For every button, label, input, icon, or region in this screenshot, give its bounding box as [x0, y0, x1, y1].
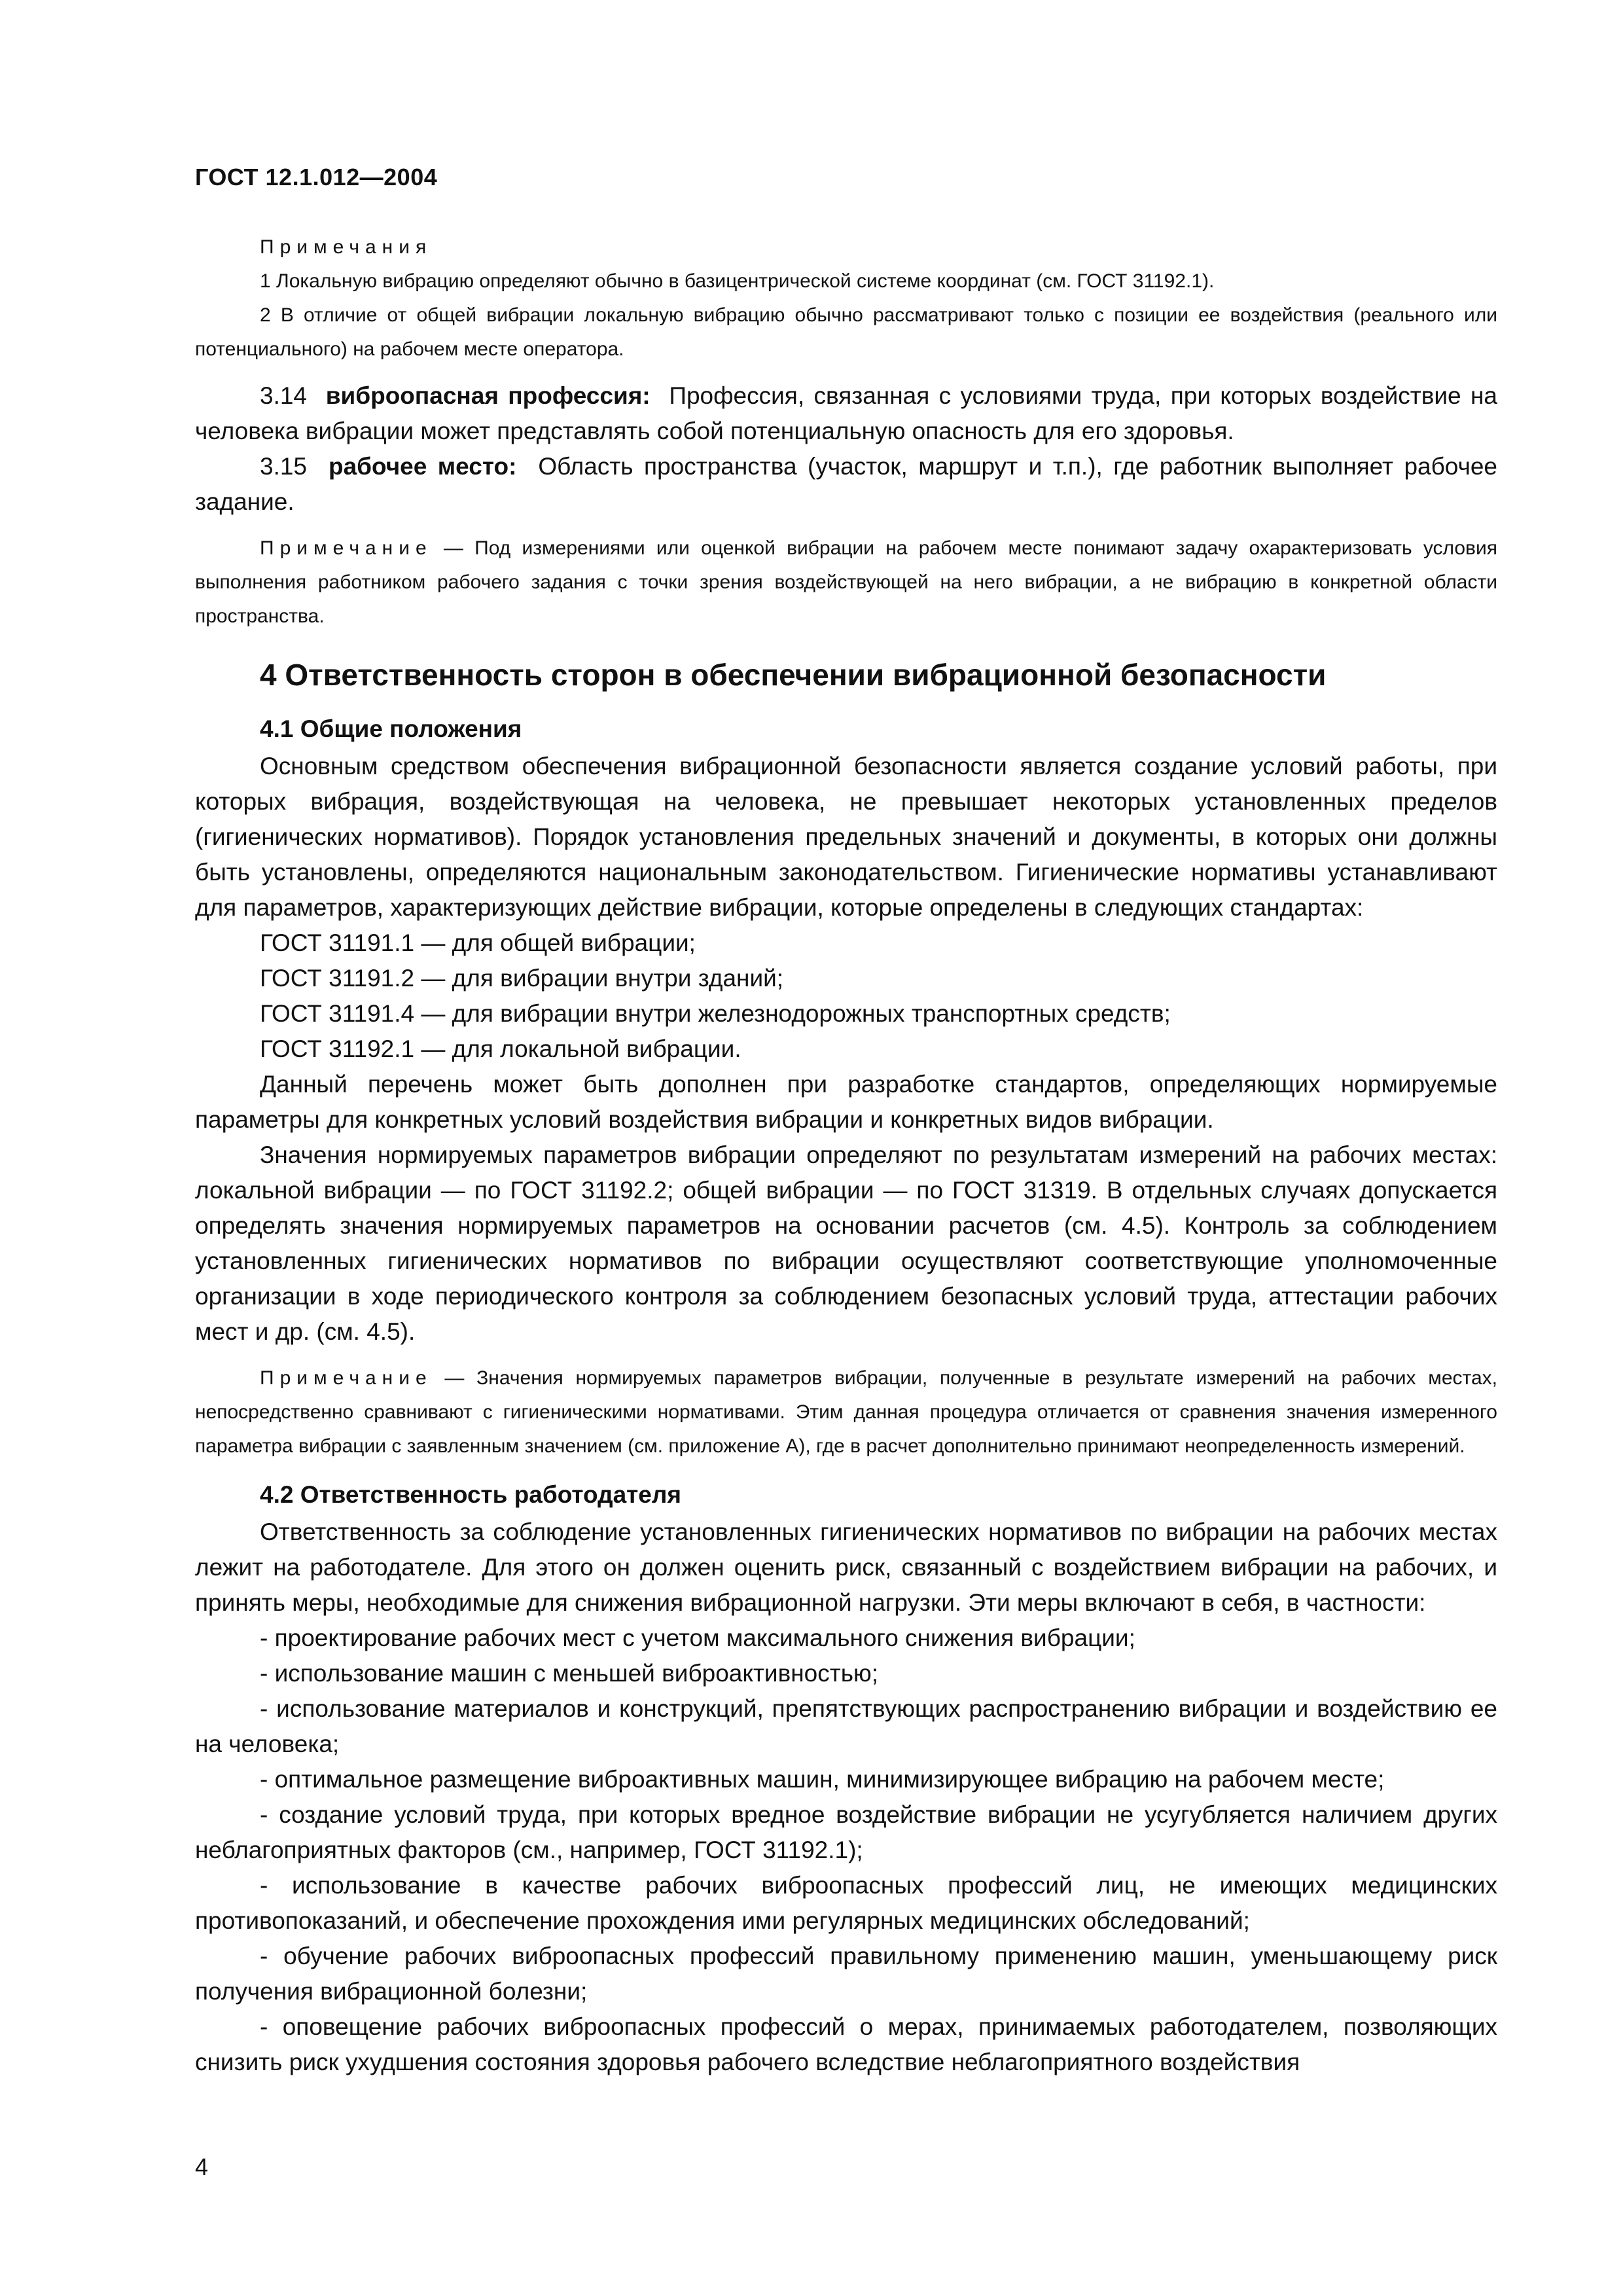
note-item: 2 В отличие от общей вибрации локальную вибрацию обычно рассматривают только с позиции ее воздействия (реального или потенциального) на рабочем месте оператора. — [195, 304, 1497, 360]
notes-title: Примечания — [260, 236, 433, 258]
definition-text: Профессия, связанная с условиями труда, при которых воздействие на человека вибрации может представлять собой потенциальную опасность для его здоровья. — [195, 382, 1497, 444]
definition-text: Область пространства (участок, маршрут и т.п.), где работник выполняет рабочее задание. — [195, 453, 1498, 515]
standard-item: ГОСТ 31191.2 — для вибрации внутри зданий; — [260, 965, 784, 992]
paragraph: Ответственность за соблюдение установленных гигиенических нормативов по вибрации на рабочих местах лежит на работодателе. Для этого он должен оценить риск, связанный с воздействием вибрации на рабочих, и принять меры, необходимые для снижения вибрационной нагрузки. Эти меры включают в себя, в частности: — [195, 1518, 1497, 1616]
page-number: 4 — [195, 2153, 209, 2180]
definition-number: 3.15 — [260, 453, 308, 480]
definition-term: рабочее место: — [328, 453, 517, 480]
definition-3-14 — [195, 378, 1497, 449]
section-4-title: 4 Ответственность сторон в обеспечении вибрационной безопасности — [260, 658, 1327, 692]
paragraph: Значения нормируемых параметров вибрации определяют по результатам измерений на рабочих местах: локальной вибрации — по ГОСТ 31192.2; общей вибрации — по ГОСТ 31319. В отдельных случаях допускается определять значения нормируемых параметров на основании расчетов (см. 4.5). Контроль за соблюдением установленных гигиенических нормативов по вибрации осуществляют соответствующие уполномоченные организации в ходе периодического контроля за соблюдением безопасных условий труда, аттестации рабочих мест и др. (см. 4.5). — [195, 1141, 1497, 1345]
document-code-header: ГОСТ 12.1.012—2004 — [195, 164, 438, 190]
measure-item: - использование в качестве рабочих виброопасных профессий лиц, не имеющих медицинских противопоказаний, и обеспечение прохождения ими регулярных медицинских обследований; — [195, 1872, 1497, 1934]
note-text: — Значения нормируемых параметров вибрации, полученные в результате измерений на рабочих местах, непосредственно сравнивают с гигиеническими нормативами. Этим данная процедура отличается от сравнения значения измеренного параметра вибрации с заявленным значением (см. приложение А), где в расчет дополнительно принимают неопределенность измерений. — [195, 1367, 1497, 1457]
page-content — [195, 230, 1497, 2080]
measure-item: - использование машин с меньшей виброактивностью; — [260, 1660, 879, 1687]
measure-item: - проектирование рабочих мест с учетом максимального снижения вибрации; — [260, 1624, 1135, 1651]
measure-item: - обучение рабочих виброопасных профессий правильному применению машин, уменьшающему риск получения вибрационной болезни; — [195, 1943, 1497, 2005]
standard-item: ГОСТ 31191.4 — для вибрации внутри железнодорожных транспортных средств; — [260, 1000, 1171, 1027]
note-lead: Примечание — [260, 537, 433, 559]
measure-item: - использование материалов и конструкций, препятствующих распространению вибрации и воздействию ее на человека; — [195, 1695, 1497, 1757]
subsection-4-1-title: 4.1 Общие положения — [260, 715, 522, 742]
measure-item: - оповещение рабочих виброопасных профессий о мерах, принимаемых работодателем, позволяющих снизить риск ухудшения состояния здоровья рабочего вследствие неблагоприятного воздействия — [195, 2013, 1497, 2075]
measure-item: - оптимальное размещение виброактивных машин, минимизирующее вибрацию на рабочем месте; — [260, 1766, 1385, 1793]
standard-item: ГОСТ 31191.1 — для общей вибрации; — [260, 929, 696, 956]
definition-3-15 — [195, 449, 1497, 520]
paragraph: Основным средством обеспечения вибрационной безопасности является создание условий работы, при которых вибрация, воздействующая на человека, не превышает некоторых установленных пределов (гигиенических нормативов). Порядок установления предельных значений и документы, в которых они должны быть установлены, определяются национальным законодательством. Гигиенические нормативы устанавливают для параметров, характеризующих действие вибрации, которые определены в следующих стандартах: — [195, 753, 1497, 921]
definition-term: виброопасная профессия: — [325, 382, 651, 409]
note-lead: Примечание — [260, 1367, 433, 1389]
measure-item: - создание условий труда, при которых вредное воздействие вибрации не усугубляется наличием других неблагоприятных факторов (см., например, ГОСТ 31192.1); — [195, 1801, 1497, 1863]
note-measurements — [195, 1361, 1497, 1463]
paragraph: Данный перечень может быть дополнен при разработке стандартов, определяющих нормируемые параметры для конкретных условий воздействия вибрации и конкретных видов вибрации. — [195, 1071, 1497, 1133]
standard-item: ГОСТ 31192.1 — для локальной вибрации. — [260, 1035, 741, 1062]
note-text: — Под измерениями или оценкой вибрации на рабочем месте понимают задачу охарактеризовать условия выполнения работником рабочего задания с точки зрения воздействующей на него вибрации, а не вибрацию в конкретной области пространства. — [195, 537, 1497, 627]
note-workplace — [195, 531, 1497, 634]
note-item: 1 Локальную вибрацию определяют обычно в базицентрической системе координат (см. ГОСТ 31192.1). — [260, 270, 1215, 292]
subsection-4-2-title: 4.2 Ответственность работодателя — [260, 1481, 681, 1508]
definition-number: 3.14 — [260, 382, 308, 409]
